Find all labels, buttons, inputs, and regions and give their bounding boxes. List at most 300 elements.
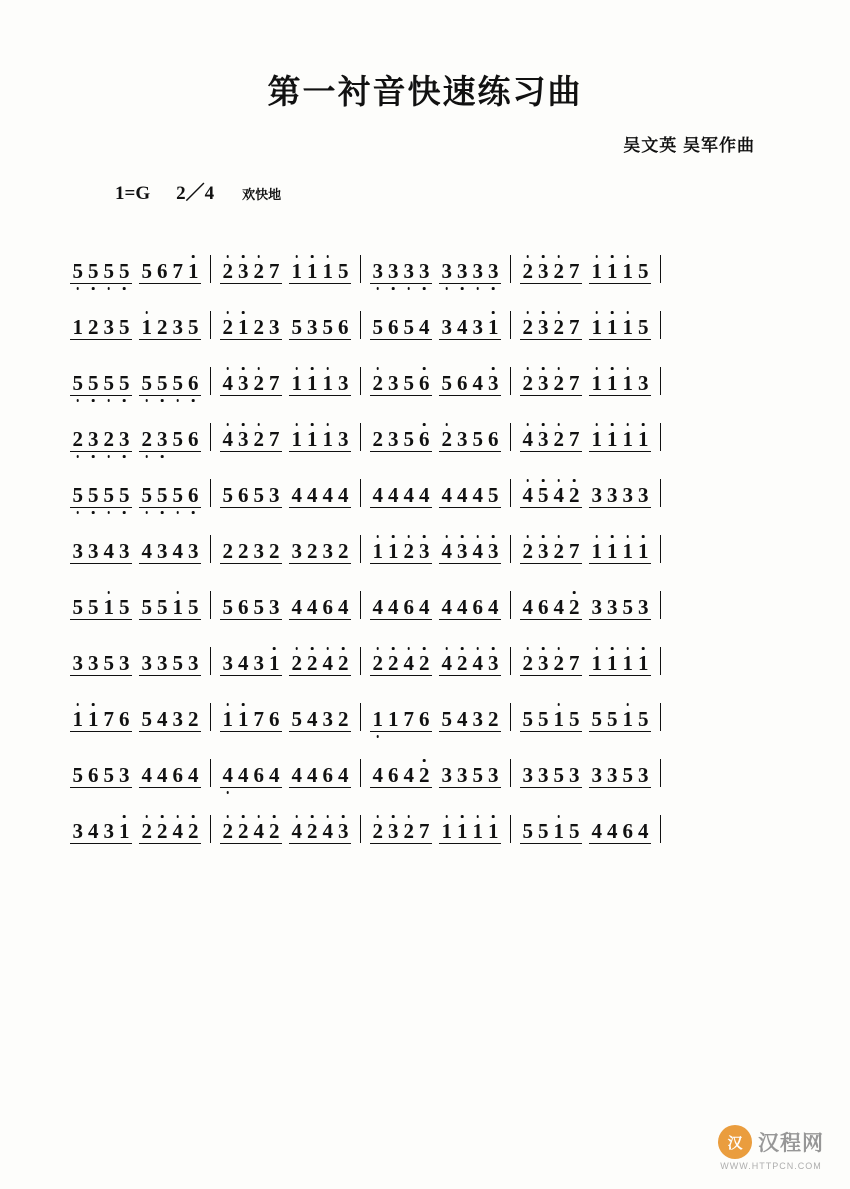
note: 4 [103, 539, 114, 563]
note: 4 [591, 819, 602, 843]
note: 5 [188, 595, 199, 619]
note: 4 [441, 595, 452, 619]
measure [370, 261, 501, 287]
note: 3 [472, 707, 483, 731]
note: 6 [238, 595, 249, 619]
measure [520, 373, 651, 399]
note: 5 [117, 261, 133, 282]
beamed-group [289, 429, 351, 452]
note: 6 [472, 595, 483, 619]
note: 6 [238, 483, 249, 507]
note: 7 [569, 371, 580, 395]
note: 3 [88, 539, 99, 563]
beamed-group [589, 653, 651, 676]
note: 5 [155, 373, 171, 394]
measure [520, 317, 651, 343]
note: 5 [622, 763, 633, 787]
beamed-group [70, 261, 132, 284]
barline [210, 535, 211, 563]
beamed-group [289, 653, 351, 676]
beamed-group [139, 261, 201, 284]
note: 4 [522, 595, 533, 619]
note: 3 [370, 261, 386, 282]
note: 1 [305, 373, 321, 394]
beamed-group [289, 317, 351, 340]
note: 1 [439, 821, 455, 842]
note: 2 [336, 653, 352, 674]
beamed-group [289, 821, 351, 844]
note: 4 [401, 653, 417, 674]
barline [510, 479, 511, 507]
note: 5 [101, 261, 117, 282]
note: 1 [605, 429, 621, 450]
note: 5 [538, 819, 549, 843]
measure [70, 429, 201, 455]
beamed-group [220, 429, 282, 452]
barline [660, 647, 661, 675]
beamed-group [589, 429, 651, 452]
note: 4 [372, 483, 383, 507]
note: 6 [119, 707, 130, 731]
note: 2 [70, 429, 86, 450]
beamed-group [520, 429, 582, 452]
note: 3 [157, 539, 168, 563]
note: 4 [457, 483, 468, 507]
measure [370, 765, 501, 791]
note: 3 [591, 763, 602, 787]
note: 5 [141, 259, 152, 283]
note: 1 [620, 541, 636, 562]
watermark-site-name: 汉程网 [758, 1132, 824, 1155]
note: 5 [103, 651, 114, 675]
page-title: 第一衬音快速练习曲 [267, 75, 583, 111]
beamed-group [589, 373, 651, 396]
note: 1 [70, 709, 86, 730]
note: 1 [620, 261, 636, 282]
note: 5 [638, 315, 649, 339]
note: 3 [638, 371, 649, 395]
note: 5 [72, 763, 83, 787]
barline [510, 423, 511, 451]
note: 1 [620, 709, 636, 730]
note: 5 [170, 373, 186, 394]
key-signature: 1=G [115, 183, 151, 204]
note: 1 [605, 317, 621, 338]
note: 6 [622, 819, 633, 843]
note: 3 [86, 429, 102, 450]
note: 2 [338, 707, 349, 731]
note: 4 [238, 763, 249, 787]
beamed-group [220, 373, 282, 396]
watermark-url: WWW.HTTPCN.COM [720, 1161, 822, 1171]
note: 4 [472, 483, 483, 507]
note: 1 [470, 821, 486, 842]
note: 2 [307, 539, 318, 563]
note: 3 [457, 427, 468, 451]
note: 1 [589, 541, 605, 562]
measure [220, 821, 351, 847]
note: 6 [157, 259, 168, 283]
beamed-group [70, 485, 132, 508]
beamed-group [70, 653, 132, 676]
note: 7 [172, 259, 183, 283]
measure [520, 597, 651, 623]
barline [660, 759, 661, 787]
measure [70, 821, 201, 847]
barline [210, 311, 211, 339]
note: 3 [188, 539, 199, 563]
note: 6 [253, 763, 264, 787]
measure [220, 261, 351, 287]
note: 2 [551, 429, 567, 450]
measure [520, 765, 651, 791]
note: 3 [417, 541, 433, 562]
barline [660, 311, 661, 339]
note: 3 [457, 763, 468, 787]
barline [360, 759, 361, 787]
note: 3 [307, 315, 318, 339]
note: 1 [388, 707, 399, 731]
note: 4 [291, 483, 302, 507]
barline [510, 535, 511, 563]
note: 1 [370, 541, 386, 562]
note: 2 [455, 653, 471, 674]
barline [210, 591, 211, 619]
note: 1 [139, 317, 155, 338]
barline [210, 367, 211, 395]
note: 5 [117, 485, 133, 506]
note: 1 [605, 373, 621, 394]
note: 5 [607, 707, 618, 731]
note: 6 [417, 373, 433, 394]
measure [220, 317, 351, 343]
note: 5 [222, 483, 233, 507]
note: 3 [236, 429, 252, 450]
note: 2 [220, 821, 236, 842]
note: 5 [86, 261, 102, 282]
note: 5 [291, 315, 302, 339]
note: 4 [403, 483, 414, 507]
barline [660, 815, 661, 843]
measure [220, 485, 351, 511]
note: 1 [605, 541, 621, 562]
note: 4 [607, 819, 618, 843]
note: 1 [589, 653, 605, 674]
note: 1 [186, 261, 202, 282]
barline [210, 815, 211, 843]
note: 4 [320, 821, 336, 842]
measure [520, 541, 651, 567]
beamed-group [439, 541, 501, 564]
beamed-group [589, 597, 651, 620]
note: 7 [419, 819, 430, 843]
note: 5 [119, 315, 130, 339]
note: 1 [386, 541, 402, 562]
note: 1 [589, 261, 605, 282]
note: 2 [267, 821, 283, 842]
note: 1 [589, 317, 605, 338]
notation-system [70, 287, 790, 343]
barline [210, 255, 211, 283]
note: 2 [488, 707, 499, 731]
beamed-group [439, 597, 501, 620]
watermark-main [718, 1125, 824, 1159]
note: 5 [403, 427, 414, 451]
note: 4 [419, 315, 430, 339]
note: 4 [269, 763, 280, 787]
note: 4 [320, 653, 336, 674]
note: 2 [567, 485, 583, 506]
note: 5 [403, 371, 414, 395]
note: 1 [605, 653, 621, 674]
measure [370, 373, 501, 399]
measure [220, 709, 351, 735]
notation-system [70, 679, 790, 735]
note: 2 [439, 429, 455, 450]
note: 2 [251, 429, 267, 450]
note: 6 [417, 429, 433, 450]
note: 3 [417, 261, 433, 282]
note: 3 [253, 651, 264, 675]
note: 4 [439, 541, 455, 562]
barline [360, 423, 361, 451]
score-metadata [0, 178, 850, 205]
note: 1 [551, 821, 567, 842]
measure [70, 541, 201, 567]
note: 2 [551, 317, 567, 338]
note: 6 [388, 763, 399, 787]
beamed-group [220, 821, 282, 844]
measure [220, 653, 351, 679]
note: 5 [522, 707, 533, 731]
note: 3 [222, 651, 233, 675]
note: 5 [553, 763, 564, 787]
note: 4 [172, 539, 183, 563]
note: 7 [569, 539, 580, 563]
note: 3 [291, 539, 302, 563]
note: 3 [638, 763, 649, 787]
note: 4 [553, 595, 564, 619]
note: 3 [119, 539, 130, 563]
measure [520, 261, 651, 287]
note: 3 [569, 763, 580, 787]
note: 3 [536, 429, 552, 450]
barline [510, 815, 511, 843]
note: 5 [70, 261, 86, 282]
notation-system [70, 791, 790, 847]
note: 1 [636, 653, 652, 674]
note: 3 [486, 373, 502, 394]
beamed-group [520, 373, 582, 396]
note: 3 [607, 595, 618, 619]
note: 7 [403, 707, 414, 731]
note: 3 [269, 315, 280, 339]
note: 3 [536, 541, 552, 562]
note: 5 [622, 595, 633, 619]
note: 4 [638, 819, 649, 843]
measure [70, 485, 201, 511]
note: 5 [170, 485, 186, 506]
note: 3 [536, 373, 552, 394]
barline [660, 367, 661, 395]
watermark [718, 1125, 824, 1171]
barline [660, 703, 661, 731]
beamed-group [589, 485, 651, 508]
note: 7 [253, 707, 264, 731]
beamed-group [139, 821, 201, 844]
beamed-group [220, 485, 282, 508]
note: 1 [486, 821, 502, 842]
beamed-group [439, 485, 501, 508]
note: 3 [338, 371, 349, 395]
barline [360, 367, 361, 395]
measure [220, 597, 351, 623]
note: 3 [103, 819, 114, 843]
note: 3 [119, 763, 130, 787]
note: 5 [86, 373, 102, 394]
note: 5 [403, 315, 414, 339]
measure [70, 261, 201, 287]
note: 5 [141, 595, 152, 619]
measure [370, 429, 501, 455]
note: 3 [386, 821, 402, 842]
note: 4 [419, 595, 430, 619]
note: 4 [88, 819, 99, 843]
note: 4 [220, 765, 236, 786]
barline [210, 647, 211, 675]
note: 5 [139, 373, 155, 394]
note: 1 [220, 709, 236, 730]
note: 1 [305, 261, 321, 282]
note: 3 [470, 261, 486, 282]
barline [360, 255, 361, 283]
note: 6 [457, 371, 468, 395]
note: 1 [620, 317, 636, 338]
note: 3 [486, 653, 502, 674]
note: 4 [220, 429, 236, 450]
measure [70, 765, 201, 791]
note: 2 [269, 539, 280, 563]
note: 4 [338, 595, 349, 619]
beamed-group [220, 653, 282, 676]
barline [660, 255, 661, 283]
note: 3 [439, 261, 455, 282]
note: 5 [472, 427, 483, 451]
note: 5 [253, 483, 264, 507]
beamed-group [370, 709, 432, 732]
note: 6 [322, 595, 333, 619]
barline [360, 479, 361, 507]
note: 2 [370, 373, 386, 394]
note: 4 [388, 595, 399, 619]
note: 1 [605, 261, 621, 282]
note: 5 [372, 315, 383, 339]
note: 2 [251, 373, 267, 394]
beamed-group [70, 373, 132, 396]
beamed-group [289, 485, 351, 508]
notation-system [70, 623, 790, 679]
beamed-group [439, 373, 501, 396]
note: 5 [70, 373, 86, 394]
note: 5 [569, 707, 580, 731]
note: 2 [370, 653, 386, 674]
beamed-group [289, 541, 351, 564]
beamed-group [589, 765, 651, 788]
note: 5 [569, 819, 580, 843]
beamed-group [370, 429, 432, 452]
note: 6 [388, 315, 399, 339]
note: 3 [486, 541, 502, 562]
note: 4 [220, 373, 236, 394]
note: 2 [417, 653, 433, 674]
note: 3 [538, 763, 549, 787]
note: 2 [370, 821, 386, 842]
beamed-group [370, 597, 432, 620]
beamed-group [70, 709, 132, 732]
beamed-group [589, 541, 651, 564]
beamed-group [439, 821, 501, 844]
note: 3 [591, 595, 602, 619]
note: 3 [188, 651, 199, 675]
note: 3 [455, 261, 471, 282]
beamed-group [220, 597, 282, 620]
beamed-group [139, 709, 201, 732]
beamed-group [220, 765, 282, 788]
note: 3 [253, 539, 264, 563]
note: 1 [170, 597, 186, 618]
note: 3 [172, 707, 183, 731]
note: 2 [372, 427, 383, 451]
note: 1 [305, 429, 321, 450]
notation-system [70, 399, 790, 455]
note: 1 [589, 373, 605, 394]
notation-system [70, 343, 790, 399]
beamed-group [289, 373, 351, 396]
measure [370, 317, 501, 343]
note: 3 [155, 429, 171, 450]
note: 2 [253, 315, 264, 339]
note: 6 [88, 763, 99, 787]
beamed-group [370, 765, 432, 788]
note: 2 [401, 821, 417, 842]
note: 2 [520, 653, 536, 674]
note: 4 [307, 707, 318, 731]
note: 5 [86, 485, 102, 506]
measure [370, 597, 501, 623]
note: 2 [289, 653, 305, 674]
note: 1 [101, 597, 117, 618]
note: 1 [455, 821, 471, 842]
barline [360, 311, 361, 339]
note: 7 [103, 707, 114, 731]
note: 4 [472, 371, 483, 395]
beamed-group [439, 765, 501, 788]
note: 2 [520, 261, 536, 282]
measure [70, 597, 201, 623]
note: 1 [620, 373, 636, 394]
note: 3 [236, 373, 252, 394]
note: 3 [388, 371, 399, 395]
note: 1 [636, 541, 652, 562]
beamed-group [70, 765, 132, 788]
note: 4 [170, 821, 186, 842]
note: 5 [591, 707, 602, 731]
note: 3 [607, 763, 618, 787]
beamed-group [520, 597, 582, 620]
note: 1 [236, 317, 252, 338]
note: 1 [86, 709, 102, 730]
note: 2 [236, 821, 252, 842]
